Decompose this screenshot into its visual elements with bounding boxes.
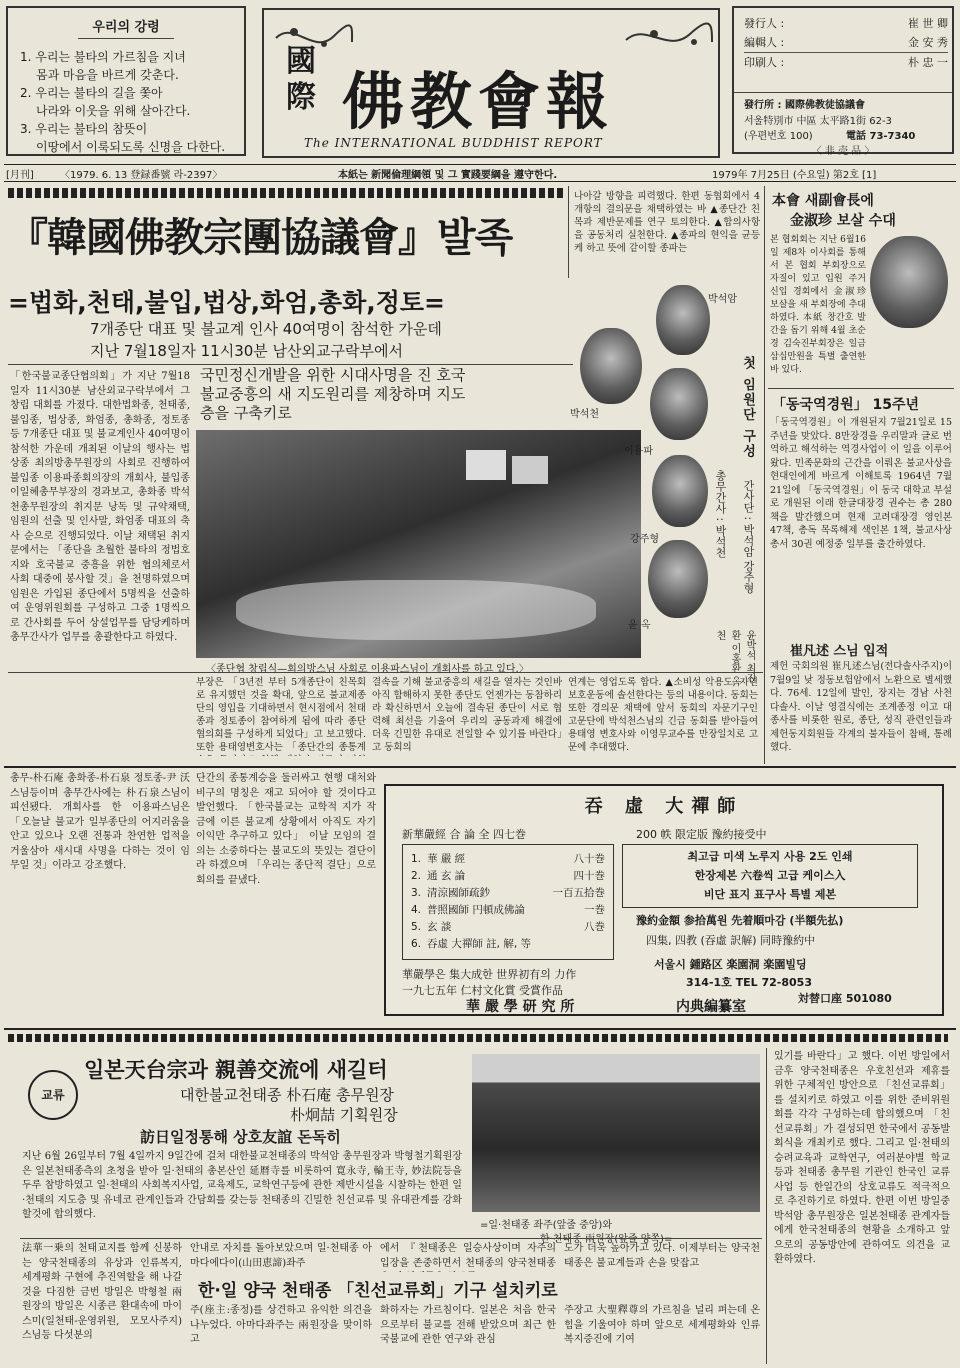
officers-label: 총무간사 : 박석천 bbox=[714, 470, 727, 558]
ad-subtitle: 新華嚴經 合 論 全 四七巻 bbox=[402, 828, 526, 841]
pledge-line: 몸과 마음을 바르게 갖춘다. bbox=[36, 68, 179, 82]
phone: 電話 73-7340 bbox=[846, 131, 916, 142]
ad-address: 서울시 鍾路区 楽園洞 楽園빌딩 bbox=[654, 958, 807, 971]
volume-list bbox=[402, 844, 614, 960]
exchange-body-4: 에서 『천태종은 일승사상이며 자주의 입장을 존중하면서 천태종의 양국천태종 bbox=[380, 1243, 556, 1269]
address: 서울特別市 中區 太平路1街 62-3 bbox=[744, 116, 892, 127]
lead-body-7: 단간의 종통계승을 둘러싸고 현행 대처와 비구의 명칭은 재고 되어야 할 것이다고 발언했다. 「한국불교는 교학적 지가 작금에 이른 불교계 상황에서 아직도 자기 이익만 추구하고 있다」 이날 모임의 결의는 소중하다는 불교도의 뜻있는 결단이라 하겠으며 「우리는 종단적 결단」으로 회의를 끝냈다. bbox=[196, 773, 376, 886]
summary-line: 층을 구축키로 bbox=[200, 404, 292, 422]
anniv-title: 「동국역경원」 15주년 bbox=[772, 397, 920, 413]
exchange-names-2: 朴炯喆 기획원장 bbox=[290, 1106, 398, 1124]
person-body: 제헌 국회의원 崔凡述스님(전다솔사주지)이 7월9일 낮 정동보험암에서 노환으로 별세했다. 76세. 12일에 발인, 장지는 경남 사천 다솔사. 이날 영결식에는 조계종정 이고 대종사를 비롯한 원로, 종단, 성직 관련인들과 제헌동지회원들 각계의 불자들이 참배, 통례했다. bbox=[770, 661, 952, 753]
summary-line: 국민정신개발을 위한 시대사명을 진 호국 bbox=[200, 366, 466, 384]
exchange-tag: 교류 bbox=[28, 1070, 78, 1120]
meeting-photo bbox=[196, 430, 641, 658]
ethics-notice: 本紙는 新聞倫理綱領 및 그 實踐要綱을 遵守한다. bbox=[338, 170, 558, 181]
volume-name: 華 嚴 經 bbox=[427, 853, 466, 865]
volume-count: 一百五拾巻 bbox=[552, 887, 605, 899]
lead-deck-2: 지난 7월18일자 11시30분 남산외교구락부에서 bbox=[90, 342, 403, 360]
staff-list bbox=[744, 14, 948, 72]
volume-name: 通 玄 論 bbox=[427, 870, 466, 882]
pledge-box bbox=[6, 6, 246, 156]
volume-row bbox=[411, 902, 605, 919]
logo-box bbox=[262, 8, 720, 158]
ad-tagline: 華嚴學은 集大成한 世界初有의 力作 bbox=[402, 968, 577, 981]
volume-name: 吞虛 大禪師 註, 解, 等 bbox=[427, 938, 532, 950]
pledge-line: 3. 우리는 불타의 참뜻이 bbox=[20, 122, 148, 136]
staff-name: 金 安 秀 bbox=[908, 36, 948, 49]
exchange-headline: 일본天台宗과 親善交流에 새길터 bbox=[84, 1058, 388, 1082]
not-for-sale: 〈 非 売 品 〉 bbox=[811, 146, 875, 157]
exchange-body-8: 주장고 大聖釋尊의 가르침을 널리 펴는데 온힘을 기울여야 하며 앞으로 세계평화와 인류복지증진에 기여 bbox=[564, 1305, 760, 1345]
portrait-photo bbox=[648, 540, 708, 618]
portrait-photo bbox=[652, 455, 708, 527]
volume-name: 玄 談 bbox=[427, 921, 452, 933]
staff-row bbox=[744, 52, 948, 72]
ad-account: 対替口座 501080 bbox=[798, 992, 892, 1005]
others-label: 윤박석 최진환 이홍환 옥천 bbox=[714, 630, 755, 687]
volume-row bbox=[411, 868, 605, 885]
feature-box bbox=[622, 844, 918, 908]
officers-sidebar-title: 첫 임원단 구성 bbox=[740, 356, 755, 460]
anniv-body: 「동국역경원」이 개원된지 7월21일로 15주년을 맞았다. 8만장경을 우리말과 글로 번역하고 해석하는 역경사업이 이 일을 이루어 왔다. 민족문화의 근간을 이뤄온 불교사상을 현대인에게 바르게 이해토록 1964년 7월 21일에 「동국역경원」이 동국 대학교 부설로 개원된 이래 한글대장경 권수는 총 280책을 발간했으며 현재 고려대장경 영인본 47책, 총독 목록해제 색인본 1책, 불교사상총서 30권 예정중 일부를 출간하였다. bbox=[770, 417, 952, 550]
pledge-line: 1. 우리는 불타의 가르침을 지녀 bbox=[20, 50, 186, 64]
ad-editor: 内典編纂室 bbox=[676, 999, 746, 1015]
exchange-names-1: 대한불교천태종 朴石庵 총무원장 bbox=[180, 1086, 394, 1104]
bottom-rule bbox=[8, 1034, 948, 1042]
lead-subhead: =법화,천태,불입,법상,화엄,총화,정토= bbox=[8, 288, 445, 317]
volume-count: 一巻 bbox=[584, 904, 605, 916]
exchange-caption-1: =일·천태종 좌주(앞줄 중앙)와 bbox=[480, 1220, 612, 1231]
issue-date: 1979年 7月25日 (수요일) 第2호 [1] bbox=[712, 170, 877, 181]
portrait-name: 박석천 bbox=[570, 409, 599, 420]
lead-body-1: 「한국불교종단협의회」가 지난 7월18일자 11시30분 남산외교구락부에서 그 창립 대회를 가졌다. 대한법화종, 천태종, 불입종, 법상종, 화엄종, 총화종, 정토종 등 7개종단 대표 및 불교계인사 40여명이 참석한 가운데 개최된 이날의 행사는 법상종 최의방총무원장의 사회로 진행하여 불입종 이용파종회의장의 개회사, 불입종 이일혜총무부장의 경과보고, 총화종 박석천총무원장의 취지문 낭독 및 규약채택, 임원의 선출 및 인사말, 화엄종 대표의 축사 순으로 진행되었다. 이날 채택된 취지문에서는 「종단을 초월한 불타의 정법호지와 호국불교 중흥을 위한 협의체로서 사회 대중에 봉사할 것」을 천명하였으며 임원은 가입된 종단에서 5명씩을 선출하여 운영위원회를 구성하고 그중 1명씩으로 간사회를 두어 상설업무를 담당케하며 총무간사가 업무를 총괄한다고 하였다. bbox=[10, 371, 190, 643]
exchange-subhead: 訪日일정통해 상호友誼 돈독히 bbox=[140, 1128, 341, 1146]
volume-row bbox=[411, 885, 605, 902]
portrait-name: 윤 옥 bbox=[628, 620, 651, 631]
new-vp-title: 本會 새副會長에 bbox=[772, 193, 874, 209]
ad-price: 200 帙 限定版 豫約接受中 bbox=[636, 828, 767, 841]
lead-headline: 『韓國佛教宗團協議會』발족 bbox=[8, 214, 513, 261]
new-vp-body: 본 협회회는 지난 6월16일 제8차 이사회를 통해서 본 협회 부회장으로 자질이 있고 입원 주거 신입 경회에서 金淑珍 보살을 새 부회장에 추대하였다. 本紙 창간호 발간을 돕기 위해 4월 초순경 김숙진부회장은 일금 삼십만원을 특별 출연한 바 있다. bbox=[770, 235, 866, 375]
volume-no: 3. bbox=[411, 887, 422, 899]
portrait-name: 이용파 bbox=[624, 446, 653, 457]
staff-row bbox=[744, 33, 948, 52]
pledge-title: 우리의 강령 bbox=[92, 20, 160, 35]
volume-name: 普照國師 円頓成佛論 bbox=[427, 904, 525, 916]
portrait-name: 강주형 bbox=[630, 534, 659, 545]
lead-top-rule bbox=[8, 188, 563, 198]
exchange-body-1: 지난 6월 26일부터 7월 4일까지 9일간에 걸쳐 대한불교천태종의 박석암 총무원장과 박형철기획원장은 일본천태종측의 초청을 받아 일·천태의 총본산인 延暦寺를 비롯하여 寛永寺, 輪王寺, 妙法院등을 두루 참방하였고 일·천태의 사회복지사업, 교육제도, 교학연구등에 관한 제반시설을 시찰하는 한편 일·천태의 지도층 및 유네코 관계인들과 간담회를 갖는등 천태종의 긴밀한 친선교류 및 유대관계를 강화할것에 합의했다. bbox=[22, 1151, 462, 1220]
lead-body-4: 연계는 영업도록 합다. ▲소비성 악용도, 자연보호운동에 솔선한다는 등의 내용이다. 동회는 또한 경의문 채택에 앞서 동회의 자문기구인 고문단에 박석천스님의 긴급 동회를 받아들여 용태영 변호사와 이영무교수를 만장일치로 고문에 추대했다. bbox=[568, 677, 758, 753]
exchange-body-2: 法華一乗의 천태교지를 함께 신봉하는 양국천태종의 유상과 인류복지, 세계평화 구현에 추진역할을 해 나갈 것을 다짐한 금번 방일은 박형철 兩원장의 방일은 시종큰 환대속에 마이스미(일천태-운영위원, 모모사주지)스님등 다섯분의 bbox=[22, 1243, 182, 1341]
ad-title: 吞 虛 大禪師 bbox=[584, 796, 744, 817]
pledge-line: 나라와 이웃을 위해 살아간다. bbox=[36, 104, 191, 118]
meeting-caption: 〈종단협 창립식—회의방스님 사회로 이용파스님이 개회사를 하고 있다.〉 bbox=[206, 664, 529, 675]
volume-count: 八巻 bbox=[584, 921, 605, 933]
pledge-line: 이땅에서 이룩되도록 신명을 다한다. bbox=[36, 140, 226, 154]
exchange-photo bbox=[472, 1054, 760, 1212]
ad-award: 一九七五年 仁村文化賞 受賞作品 bbox=[402, 984, 563, 997]
volume-no: 4. bbox=[411, 904, 422, 916]
logo-main: 佛教會報 bbox=[342, 65, 615, 138]
monthly-tag: [月刊] bbox=[6, 170, 34, 181]
pledge-list bbox=[20, 48, 242, 156]
ad-publisher: 華 嚴 學 研 究 所 bbox=[466, 999, 575, 1015]
volume-row bbox=[411, 919, 605, 936]
ad-feature: 한장제본 六卷씩 고급 케이스入 bbox=[694, 869, 846, 882]
summary-line: 불교중흥의 새 지도원리를 제창하며 지도 bbox=[200, 385, 466, 403]
staff-role: 印刷人 : bbox=[744, 56, 785, 69]
volume-row bbox=[411, 936, 605, 953]
portrait-photo bbox=[656, 285, 710, 355]
exchange-body-9: 있기를 바란다」고 했다. 이번 방일에서 금후 양국천태종은 우호친선과 제휴를 위한 구체적인 방안으로 「친선교류회」를 설치키로 하였고 이를 위한 준비위원회를 각각 구성하는데 합의했으며 「친선교류회」가 결성되면 한국에서 공동발회식을 개최키로 했다. 그리고 일·천태의 승려교육과 교학연구, 여러분야별 학교 등과 천태종 총무원 기관인 한국인 교류사업 등 한일간의 상호교류도 적극적으로 추진하기로 하였다. 한편 이번 방일중 박석암 총무원장은 일본천태종 관계자들에게 한국천태종의 현황을 소개하고 앞으로의 공동방안에 관하여도 의견을 교환하였다. bbox=[774, 1051, 950, 1265]
staff-role: 編輯人 : bbox=[744, 36, 785, 49]
staff-row bbox=[744, 14, 948, 33]
lead-summary bbox=[200, 366, 570, 423]
relation-headline: 한·일 양국 천태종 「친선교류회」기구 설치키로 bbox=[198, 1281, 558, 1301]
exchange-body-6: 주(座主:종정)를 상견하고 유익한 의견을 나누었다. 아마다좌주는 兩원장을 맞이하고 bbox=[190, 1305, 372, 1345]
lead-body-2: 부장은 「3년전 부터 5개종단이 친목회로 유지했던 것을 확대, 앞으로 불교제종단의 영입을 기대하면서 현시점에서 천태종과 정토종이 참여하게 됨에 따라 종단협의회를 구성하게 되었다」고 보고했다. 또한 용태영변호사는 「종단간의 종통계 bbox=[196, 677, 366, 753]
volume-row bbox=[411, 851, 605, 868]
ad-tel: 314-1호 TEL 72-8053 bbox=[686, 976, 812, 989]
publisher: 發行所 : 國際佛教徒協議會 bbox=[744, 100, 865, 111]
ad-bundle: 四集, 四教 (吞虛 訳解) 同時豫約中 bbox=[646, 934, 816, 947]
ad-feature: 최고급 미색 노루지 사용 2도 인쇄 bbox=[687, 850, 853, 863]
lead-body-6: 총무-朴石庵 총화종-朴石泉 정토종-尹 沃스님등이며 총무간사에는 朴石泉스님이 피선됐다. 개회사를 한 이용파스님은 「오늘날 불교가 일부종단의 어지러움을 안고 있으나 오랜 전통과 찬연한 업적을 거울삼아 새시대 사명을 다하는 것이 임무일 것」이라고 강조했다. bbox=[10, 773, 190, 871]
staff-name: 崔 世 卿 bbox=[908, 17, 948, 30]
vp-portrait-photo bbox=[870, 236, 948, 328]
portrait-photo bbox=[580, 328, 642, 404]
volume-no: 1. bbox=[411, 853, 422, 865]
staff-name: 朴 忠 一 bbox=[908, 56, 948, 69]
pledge-line: 2. 우리는 불타의 길을 쫓아 bbox=[20, 86, 163, 100]
postal: (우편번호 100) bbox=[744, 131, 813, 142]
new-vp-name: 金淑珍 보살 수대 bbox=[790, 213, 896, 229]
volume-count: 八十巻 bbox=[573, 853, 605, 865]
lead-deck-1: 7개종단 대표 및 불교계 인사 40여명이 참석한 가운데 bbox=[90, 320, 442, 338]
portrait-name: 박석암 bbox=[708, 294, 737, 305]
exchange-caption-2: 한·천태종 兩원장(앞줄 양쪽)= bbox=[540, 1234, 673, 1245]
exchange-body-5: 도가 더욱 높아가고 있다. 이제부터는 양국천태종은 불교계들과 손을 맞잡고 bbox=[564, 1243, 760, 1269]
ad-deposit: 豫約金額 参拾萬원 先着順마감 (半額先払) bbox=[636, 914, 844, 927]
volume-no: 5. bbox=[411, 921, 422, 933]
volume-no: 2. bbox=[411, 870, 422, 882]
person-title: 崔凡述 스님 입적 bbox=[790, 644, 889, 659]
volume-no: 6. bbox=[411, 938, 422, 950]
portrait-photo bbox=[650, 368, 708, 440]
logo-english: The INTERNATIONAL BUDDHIST REPORT bbox=[304, 136, 603, 150]
staff-role: 發行人 : bbox=[744, 17, 785, 30]
volume-count: 四十巻 bbox=[573, 870, 605, 882]
lead-body-3: 결속을 기해 불교중흥의 새길을 열자는 것인바 아직 합해하지 못한 종단도 언젠가는 동참하리라 확신하면서 오늘에 결속된 종단이 서로 협력해 최선을 기울여 우리의 공동과제 해결에 더욱 긴밀한 유대로 전일할 수 있기를 바란다」고 동회의 bbox=[372, 677, 562, 753]
logo-small: 國際 bbox=[286, 44, 316, 115]
lead-body-5: 나아갈 방향을 피력했다. 한편 동협회에서 4개항의 결의문을 채택하였는 바 ▲종단간 친목과 제반문제를 연구 토의한다. ▲합의사항을 공동처리 실천한다. ▲종파의 현익을 균등케 하고 뜻에 같이할 종파는 bbox=[574, 191, 760, 254]
book-ad bbox=[384, 784, 944, 1016]
staff-box bbox=[732, 6, 954, 157]
ad-feature: 비단 표지 표구사 특별 제본 bbox=[703, 888, 837, 901]
secretaries-label: 간사단 : 박석암 강주형 bbox=[742, 480, 755, 594]
exchange-body-7: 화하자는 가르침이다. 일본은 처음 한국으로부터 불교를 전해 받았으며 최근 한국불교에 관한 연구와 관심 bbox=[380, 1305, 556, 1345]
volume-name: 清涼國師疏鈔 bbox=[427, 887, 490, 899]
registration: 〈1979. 6. 13 登録番號 라-2397〉 bbox=[60, 170, 223, 181]
exchange-body-3: 안내로 자치를 돌아보았으며 일·천태종 아마다에다이(山田恵諦)좌주 bbox=[190, 1243, 372, 1269]
